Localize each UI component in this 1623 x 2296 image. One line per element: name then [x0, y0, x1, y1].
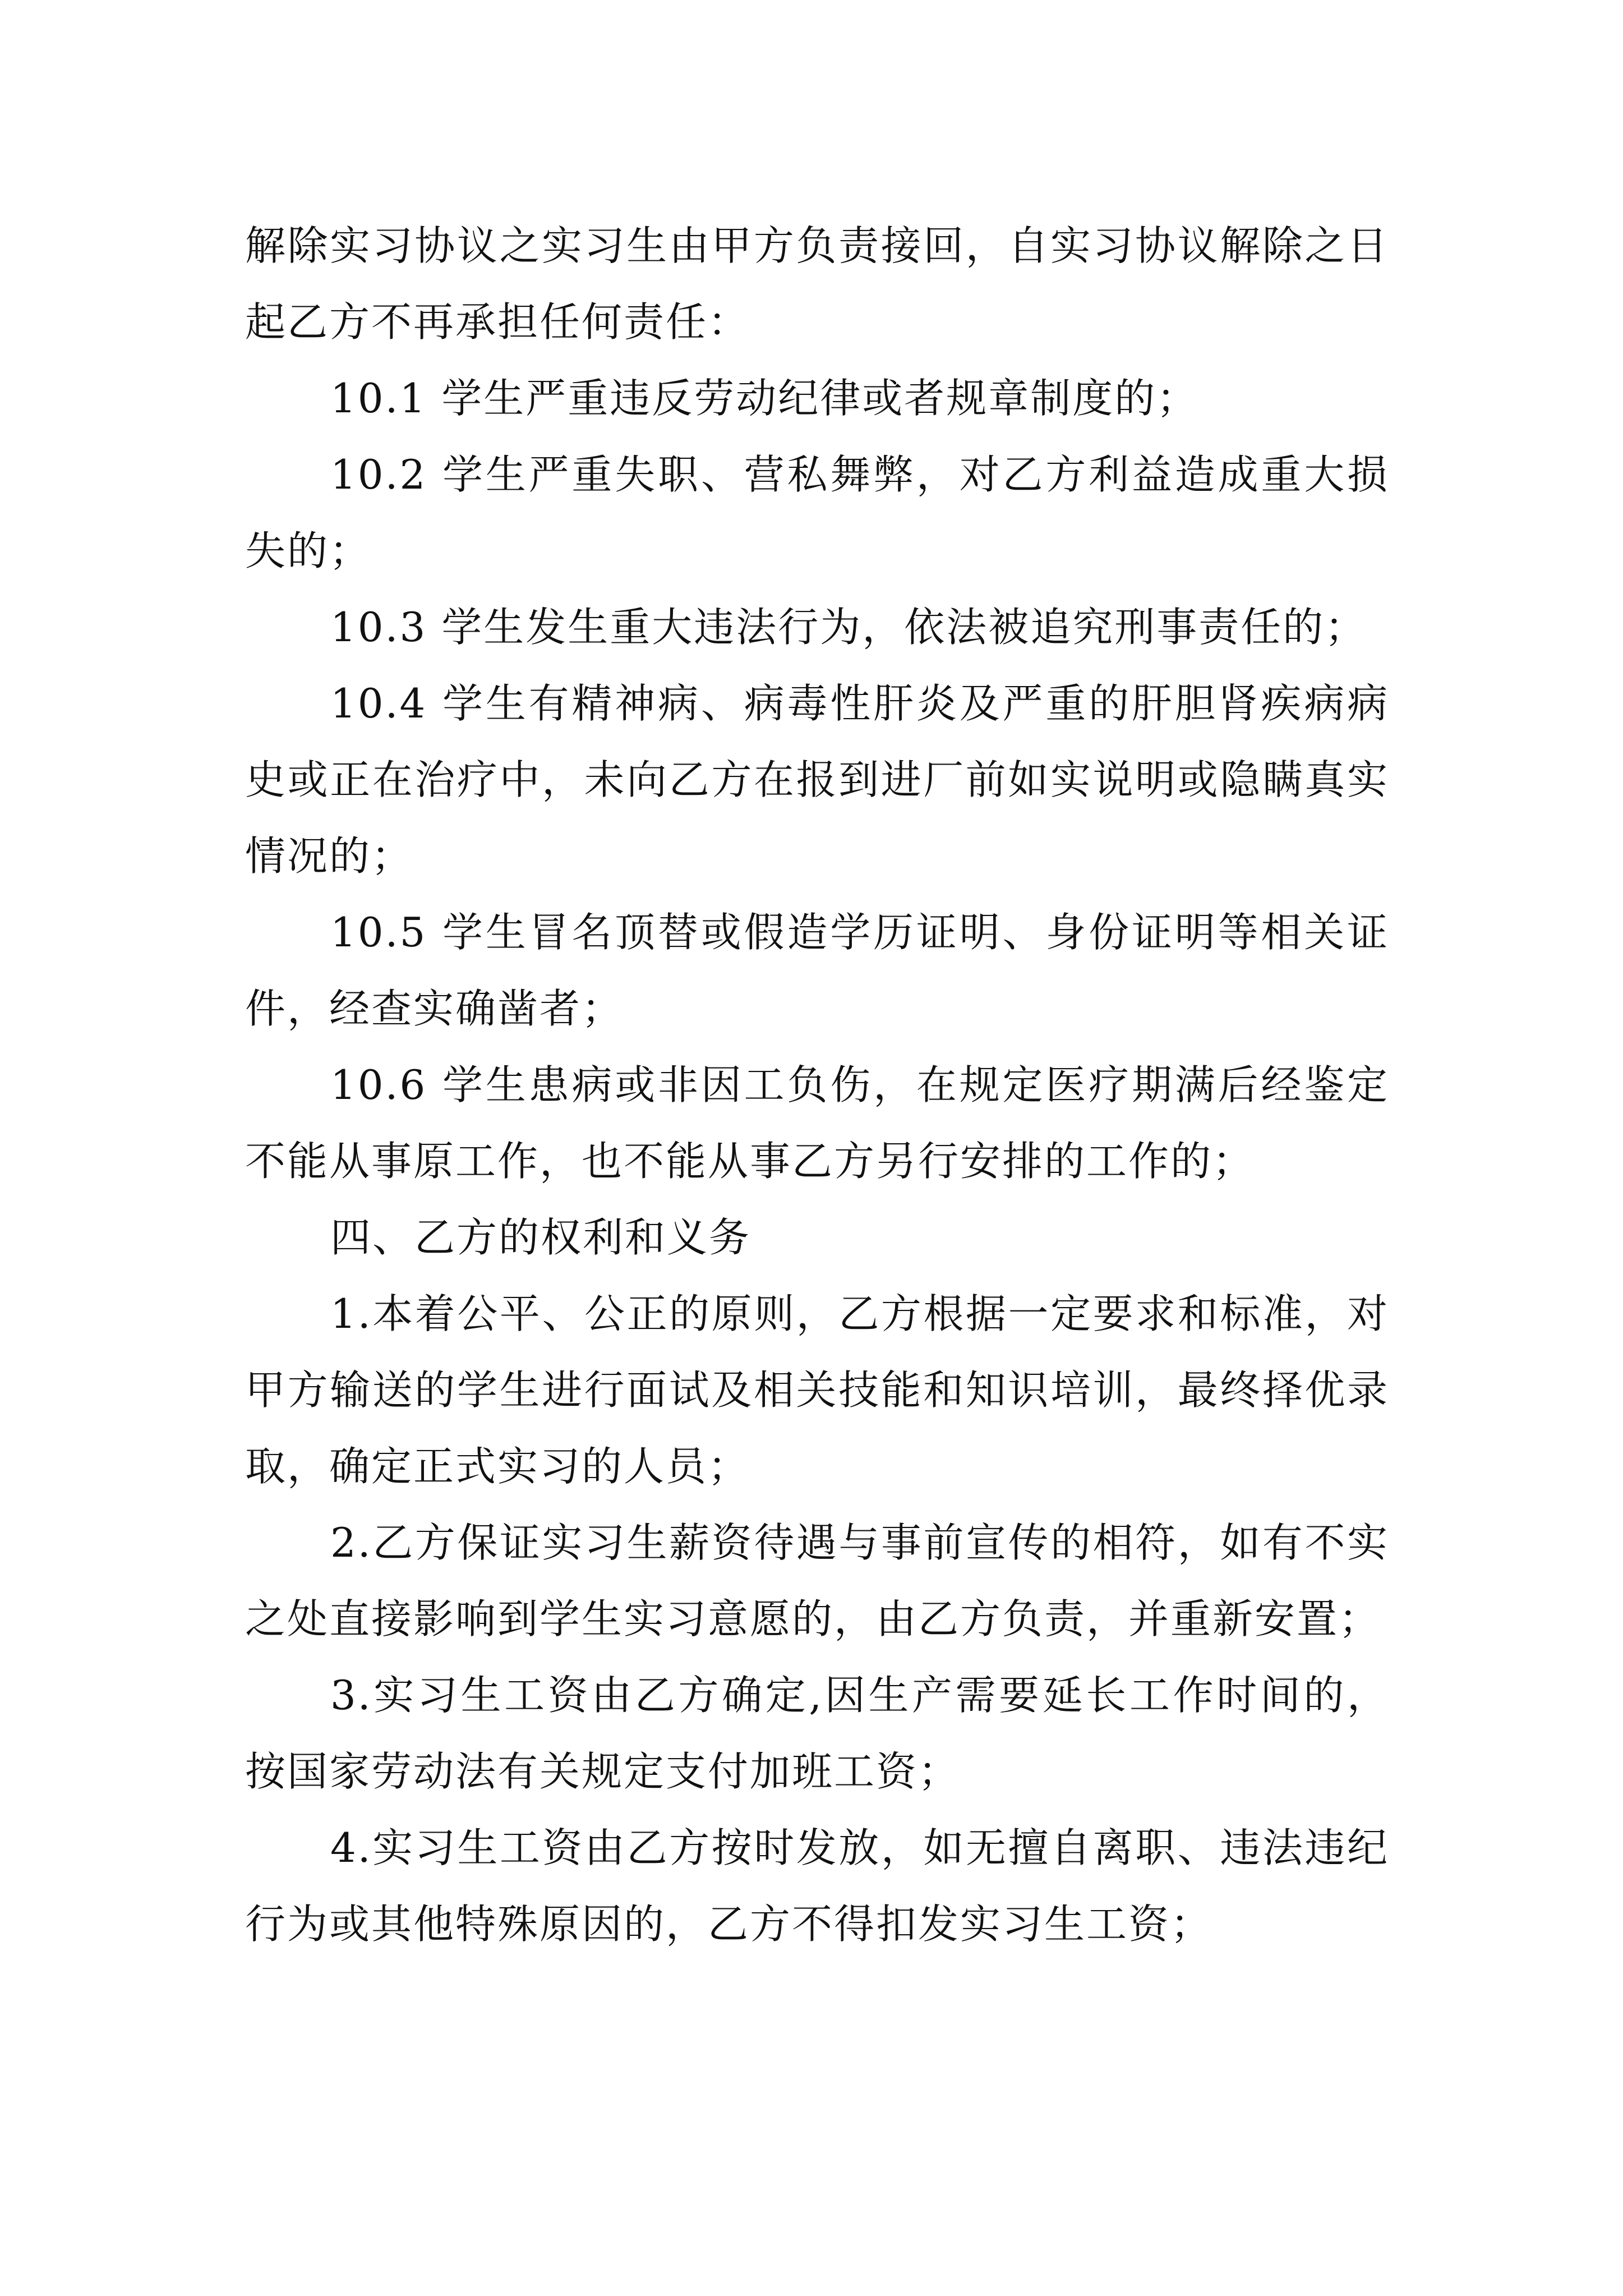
- paragraph-item-1: 1.本着公平、公正的原则，乙方根据一定要求和标准，对甲方输送的学生进行面试及相关技能和知识培训，最终择优录取，确定正式实习的人员；: [245, 1290, 1389, 1490]
- paragraph-clause-10-4: 10.4 学生有精神病、病毒性肝炎及严重的肝胆肾疾病病史或正在治疗中，未向乙方在报到进厂前如实说明或隐瞒真实情况的；: [245, 680, 1389, 880]
- paragraph-item-4: 4.实习生工资由乙方按时发放，如无擅自离职、违法违纪行为或其他特殊原因的，乙方不得扣发实习生工资；: [245, 1824, 1389, 1948]
- paragraph-item-3: 3.实习生工资由乙方确定,因生产需要延长工作时间的，按国家劳动法有关规定支付加班工资；: [245, 1672, 1389, 1795]
- paragraph-clause-10-3: 10.3 学生发生重大违法行为，依法被追究刑事责任的；: [330, 604, 1367, 651]
- paragraph-clause-10-5: 10.5 学生冒名顶替或假造学历证明、身份证明等相关证件，经查实确凿者；: [245, 909, 1389, 1032]
- paragraph-item-2: 2.乙方保证实习生薪资待遇与事前宣传的相符，如有不实之处直接影响到学生实习意愿的，由乙方负责，并重新安置；: [245, 1519, 1389, 1642]
- paragraph-termination-intro: 解除实习协议之实习生由甲方负责接回，自实习协议解除之日起乙方不再承担任何责任：: [245, 222, 1389, 346]
- paragraph-clause-10-1: 10.1 学生严重违反劳动纪律或者规章制度的；: [330, 375, 1199, 422]
- document-body: [245, 208, 1389, 1962]
- paragraph-clause-10-6: 10.6 学生患病或非因工负伤，在规定医疗期满后经鉴定不能从事原工作，也不能从事乙方另行安排的工作的；: [245, 1061, 1389, 1185]
- section-heading-party-b-rights: 四、乙方的权利和义务: [330, 1214, 751, 1261]
- paragraph-clause-10-2: 10.2 学生严重失职、营私舞弊，对乙方利益造成重大损失的；: [245, 451, 1389, 574]
